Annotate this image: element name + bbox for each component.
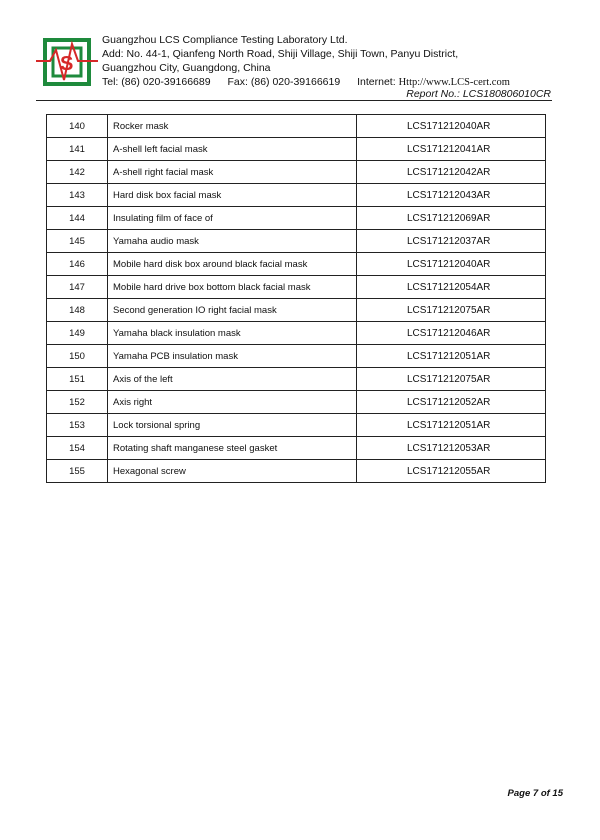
sample-code-cell: LCS171212041AR xyxy=(357,138,546,161)
table-row xyxy=(47,460,546,483)
table-row xyxy=(47,138,546,161)
report-number: Report No.: LCS180806010CR xyxy=(406,88,551,100)
sample-name-cell: Rocker mask xyxy=(108,115,357,138)
sample-code-cell: LCS171212042AR xyxy=(357,161,546,184)
sample-code-cell: LCS171212051AR xyxy=(357,414,546,437)
sample-code-cell: LCS171212055AR xyxy=(357,460,546,483)
sample-code-cell: LCS171212037AR xyxy=(357,230,546,253)
row-number-cell: 151 xyxy=(47,368,108,391)
table-row xyxy=(47,368,546,391)
table-row xyxy=(47,276,546,299)
sample-code-cell: LCS171212052AR xyxy=(357,391,546,414)
sample-name-cell: Yamaha black insulation mask xyxy=(108,322,357,345)
row-number-cell: 155 xyxy=(47,460,108,483)
table-row xyxy=(47,253,546,276)
fax-number: Fax: (86) 020-39166619 xyxy=(227,76,341,88)
company-name: Guangzhou LCS Compliance Testing Laboratory Ltd. xyxy=(102,34,348,46)
row-number-cell: 143 xyxy=(47,184,108,207)
table-row xyxy=(47,391,546,414)
row-number-cell: 142 xyxy=(47,161,108,184)
table-row xyxy=(47,322,546,345)
row-number-cell: 144 xyxy=(47,207,108,230)
sample-code-cell: LCS171212040AR xyxy=(357,115,546,138)
sample-name-cell: Lock torsional spring xyxy=(108,414,357,437)
sample-code-cell: LCS171212043AR xyxy=(357,184,546,207)
table-row xyxy=(47,414,546,437)
table-row xyxy=(47,207,546,230)
sample-name-cell: Hard disk box facial mask xyxy=(108,184,357,207)
page-number: Page 7 of 15 xyxy=(507,788,563,799)
svg-text:S: S xyxy=(60,53,74,75)
sample-code-cell: LCS171212051AR xyxy=(357,345,546,368)
letterhead xyxy=(102,33,510,90)
lcs-logo-icon xyxy=(36,36,98,88)
row-number-cell: 146 xyxy=(47,253,108,276)
table-row xyxy=(47,437,546,460)
row-number-cell: 154 xyxy=(47,437,108,460)
sample-name-cell: Axis of the left xyxy=(108,368,357,391)
sample-code-cell: LCS171212054AR xyxy=(357,276,546,299)
header-divider xyxy=(36,100,552,101)
row-number-cell: 149 xyxy=(47,322,108,345)
table-row xyxy=(47,115,546,138)
sample-code-cell: LCS171212075AR xyxy=(357,299,546,322)
table-row xyxy=(47,161,546,184)
sample-name-cell: A-shell right facial mask xyxy=(108,161,357,184)
row-number-cell: 148 xyxy=(47,299,108,322)
sample-name-cell: Second generation IO right facial mask xyxy=(108,299,357,322)
row-number-cell: 141 xyxy=(47,138,108,161)
sample-name-cell: A-shell left facial mask xyxy=(108,138,357,161)
sample-list-table xyxy=(46,114,546,483)
sample-code-cell: LCS171212069AR xyxy=(357,207,546,230)
sample-name-cell: Hexagonal screw xyxy=(108,460,357,483)
row-number-cell: 150 xyxy=(47,345,108,368)
sample-name-cell: Yamaha PCB insulation mask xyxy=(108,345,357,368)
sample-name-cell: Axis right xyxy=(108,391,357,414)
internet-url: Http://www.LCS-cert.com xyxy=(398,77,510,88)
row-number-cell: 140 xyxy=(47,115,108,138)
sample-code-cell: LCS171212075AR xyxy=(357,368,546,391)
table-row xyxy=(47,230,546,253)
sample-name-cell: Mobile hard drive box bottom black facial mask xyxy=(108,276,357,299)
address-line-1: Add: No. 44-1, Qianfeng North Road, Shiji Village, Shiji Town, Panyu District, xyxy=(102,48,459,60)
sample-code-cell: LCS171212053AR xyxy=(357,437,546,460)
tel-number: Tel: (86) 020-39166689 xyxy=(102,76,211,88)
sample-name-cell: Yamaha audio mask xyxy=(108,230,357,253)
table-row xyxy=(47,345,546,368)
address-line-2: Guangzhou City, Guangdong, China xyxy=(102,62,271,74)
sample-list-body xyxy=(47,115,546,483)
sample-name-cell: Insulating film of face of xyxy=(108,207,357,230)
row-number-cell: 147 xyxy=(47,276,108,299)
row-number-cell: 153 xyxy=(47,414,108,437)
sample-code-cell: LCS171212046AR xyxy=(357,322,546,345)
sample-name-cell: Rotating shaft manganese steel gasket xyxy=(108,437,357,460)
sample-code-cell: LCS171212040AR xyxy=(357,253,546,276)
sample-name-cell: Mobile hard disk box around black facial mask xyxy=(108,253,357,276)
table-row xyxy=(47,184,546,207)
internet-label: Internet: xyxy=(357,76,396,88)
row-number-cell: 152 xyxy=(47,391,108,414)
table-row xyxy=(47,299,546,322)
row-number-cell: 145 xyxy=(47,230,108,253)
